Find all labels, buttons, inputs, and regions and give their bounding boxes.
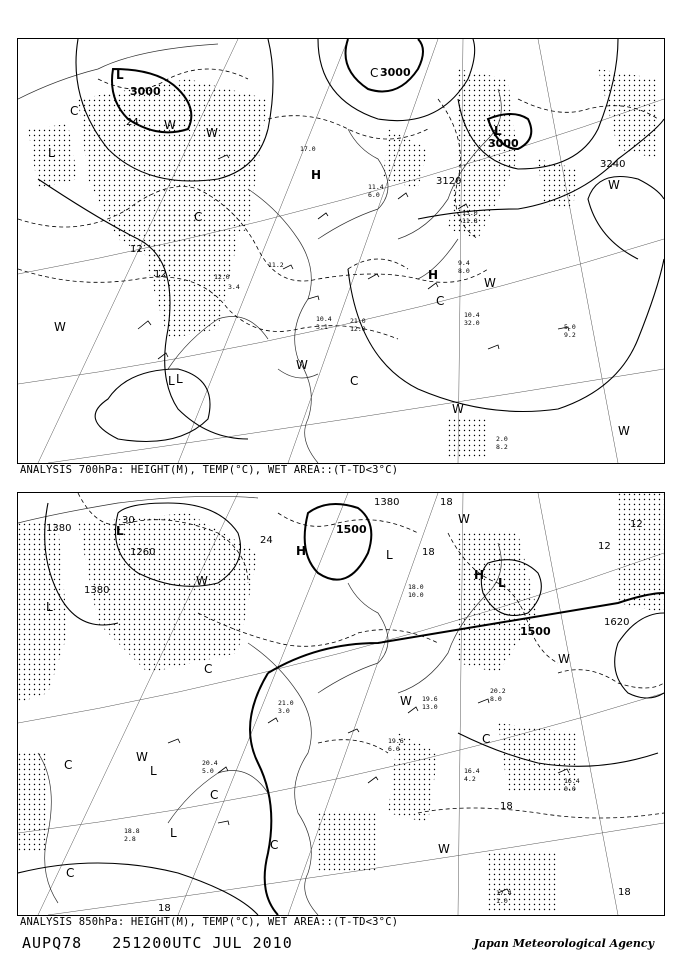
cold-center: C (436, 294, 445, 308)
warm-center: W (54, 320, 66, 334)
cold-center: C (370, 66, 379, 80)
station-temp: 2.0 (496, 435, 508, 443)
pressure-center-high: H (428, 268, 439, 282)
station-temp: 18.8 (124, 827, 140, 835)
station-dewpoint: 6.0 (388, 745, 400, 753)
wet-areas (28, 69, 658, 459)
station-dewpoint: 8.0 (490, 695, 502, 703)
warm-center: W (400, 694, 412, 708)
station-dewpoint: 2.8 (124, 835, 136, 843)
warm-center: W (196, 574, 208, 588)
isotherm-label: 18 (422, 547, 435, 558)
map-panel-700hpa (17, 38, 665, 464)
pressure-center-low: L (170, 826, 177, 840)
wet-areas (18, 493, 664, 913)
cold-center: C (204, 662, 213, 676)
isotherm-label: 18 (158, 903, 171, 914)
contour-label: 1380 (84, 585, 110, 596)
station-temp: 11.4 (368, 183, 384, 191)
pressure-center-low: L (150, 764, 157, 778)
isotherm-label: 12 (130, 244, 143, 255)
contour-label: 1260 (130, 547, 156, 558)
isotherm-label: 24 (260, 535, 273, 546)
station-temp: 9.4 (458, 259, 470, 267)
pressure-center-high: H (474, 568, 485, 582)
station-dewpoint: 8.0 (458, 267, 470, 275)
warm-center: W (452, 402, 464, 416)
station-temp: 20.2 (490, 687, 506, 695)
caption-850hpa: ANALYSIS 850hPa: HEIGHT(M), TEMP(°C), WET AREA::(T-TD<3°C) (20, 916, 399, 928)
isotherm-label: 12 (598, 541, 611, 552)
station-dewpoint: 3.0 (278, 707, 290, 715)
station-temp: 5.0 (564, 323, 576, 331)
contour-label: 1380 (46, 523, 72, 534)
isotherm-label: 12 (154, 269, 167, 280)
agency-credit: Japan Meteorological Agency (473, 937, 654, 950)
station-dewpoint: 11.8 (462, 217, 478, 225)
contour-label: 1380 (374, 497, 400, 508)
station-temp: 21.0 (350, 317, 366, 325)
warm-center: W (608, 178, 620, 192)
station-temp: 17.4 (496, 889, 512, 897)
station-dewpoint: 0.0 (564, 785, 576, 793)
pressure-center-high: H (296, 544, 307, 558)
station-dewpoint: 17.0 (300, 145, 316, 153)
valid-time: 251200UTC JUL 2010 (112, 934, 293, 952)
contour-label: 3000 (130, 85, 161, 98)
isotherm-label: 30 (122, 515, 135, 526)
contour-label: 3000 (380, 66, 411, 79)
warm-center: W (296, 358, 308, 372)
station-temp: 21.0 (278, 699, 294, 707)
station-dewpoint: 12.0 (350, 325, 366, 333)
station-temp: 18.0 (408, 583, 424, 591)
cold-center: C (210, 788, 219, 802)
cold-center: C (482, 732, 491, 746)
isotherm-label: 18 (618, 887, 631, 898)
station-temp: 3.4 (228, 283, 240, 291)
warm-center: L (168, 374, 175, 388)
pressure-center-low: L (46, 600, 53, 614)
cold-center: C (194, 210, 203, 224)
pressure-center-low: L (386, 548, 393, 562)
station-temp: 20.4 (202, 759, 218, 767)
map-850hpa-svg (18, 493, 664, 915)
station-dewpoint: 6.0 (368, 191, 380, 199)
cold-center: C (270, 838, 279, 852)
station-dewpoint: 11.2 (268, 261, 284, 269)
station-dewpoint: 1.0 (496, 897, 508, 905)
product-code: AUPQ78 (22, 934, 83, 952)
station-dewpoint: 9.2 (564, 331, 576, 339)
pressure-center-low: L (494, 124, 502, 138)
pressure-center-low: L (498, 576, 506, 590)
isotherm-label: 18 (500, 801, 513, 812)
isotherm-label: 12 (630, 519, 643, 530)
warm-center: W (438, 842, 450, 856)
isotherm-label: 18 (440, 497, 453, 508)
pressure-center-low: L (176, 372, 183, 386)
pressure-center-low: L (48, 146, 55, 160)
station-temp: 16.4 (464, 767, 480, 775)
station-dewpoint: 3.1 (316, 323, 328, 331)
caption-700hpa: ANALYSIS 700hPa: HEIGHT(M), TEMP(°C), WET AREA::(T-TD<3°C) (20, 464, 399, 476)
warm-center: W (558, 652, 570, 666)
station-temp: 10.4 (464, 311, 480, 319)
pressure-center-low: L (116, 68, 124, 82)
station-dewpoint: 5.0 (202, 767, 214, 775)
contour-label: 3120 (436, 176, 462, 187)
chart-footer (22, 934, 323, 952)
warm-center: W (164, 118, 176, 132)
map-panel-850hpa (17, 492, 665, 916)
map-700hpa-svg (18, 39, 664, 463)
pressure-center-low: L (116, 524, 124, 538)
station-dewpoint: 8.2 (496, 443, 508, 451)
cold-center: C (66, 866, 75, 880)
warm-center: W (136, 750, 148, 764)
contour-label: 3240 (600, 159, 626, 170)
station-dewpoint: 32.0 (464, 319, 480, 327)
cold-center: C (64, 758, 73, 772)
station-dewpoint: 13.0 (422, 703, 438, 711)
station-temp: 13.0 (462, 209, 478, 217)
warm-center: W (458, 512, 470, 526)
contour-label: 1500 (520, 625, 551, 638)
contour-label: 1500 (336, 523, 367, 536)
cold-center: C (70, 104, 79, 118)
station-temp: 10.4 (316, 315, 332, 323)
warm-center: W (484, 276, 496, 290)
pressure-center-high: H (311, 168, 322, 182)
station-temp: 16.4 (564, 777, 580, 785)
contour-label: 1620 (604, 617, 630, 628)
station-temp: 19.6 (388, 737, 404, 745)
station-dewpoint: 4.2 (464, 775, 476, 783)
station-temp: 19.6 (422, 695, 438, 703)
warm-center: W (618, 424, 630, 438)
contour-label: 3000 (488, 137, 519, 150)
isotherm-label: 24 (126, 117, 139, 128)
station-temp: 12.0 (214, 273, 230, 281)
warm-center: W (206, 126, 218, 140)
station-dewpoint: 10.0 (408, 591, 424, 599)
cold-center: C (350, 374, 359, 388)
